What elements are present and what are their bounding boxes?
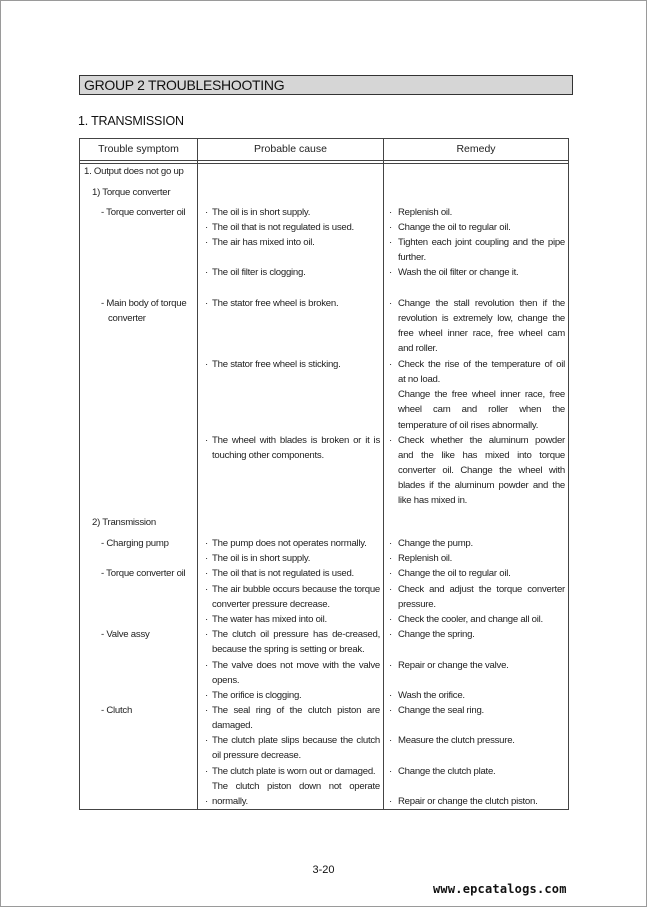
symptom-tc-oil-2: - Torque converter oil bbox=[101, 568, 186, 579]
cause-line: damaged. bbox=[212, 720, 253, 731]
remedy-line: Replenish oil. bbox=[398, 553, 453, 564]
remedy-line: Change the clutch plate. bbox=[398, 766, 496, 777]
cause-line: The orifice is clogging. bbox=[212, 690, 302, 701]
bullet-dot: · bbox=[205, 298, 209, 309]
bullet-dot: · bbox=[205, 690, 209, 701]
bullet-dot: · bbox=[205, 553, 209, 564]
cause-line: The valve does not move with the valve bbox=[212, 660, 380, 671]
symptom-clutch: - Clutch bbox=[101, 705, 133, 716]
header-probable-cause: Probable cause bbox=[254, 143, 327, 155]
cause-line: normally. bbox=[212, 796, 248, 807]
remedy-line: Change the spring. bbox=[398, 629, 475, 640]
symptom-valve-assy: - Valve assy bbox=[101, 629, 150, 640]
cause-line: The stator free wheel is sticking. bbox=[212, 359, 341, 370]
bullet-dot: · bbox=[389, 222, 393, 233]
bullet-dot: · bbox=[205, 222, 209, 233]
cause-line: touching other components. bbox=[212, 450, 324, 461]
remedy-line: revolution is extremely low, change the bbox=[398, 313, 565, 324]
remedy-line: Measure the clutch pressure. bbox=[398, 735, 515, 746]
bullet-dot: · bbox=[389, 584, 393, 595]
remedy-line: and roller. bbox=[398, 343, 438, 354]
bullet-dot: · bbox=[389, 690, 393, 701]
cause-line: The water has mixed into oil. bbox=[212, 614, 327, 625]
bullet-dot: · bbox=[389, 705, 393, 716]
symptom-charging-pump: - Charging pump bbox=[101, 538, 169, 549]
remedy-line: wheel cam and roller when the bbox=[398, 404, 565, 415]
cause-line: The clutch piston down not operate bbox=[212, 781, 380, 792]
bullet-dot: · bbox=[205, 766, 209, 777]
cause-line: The oil that is not regulated is used. bbox=[212, 568, 354, 579]
remedy-line: temperature of oil rises abnormally. bbox=[398, 420, 539, 431]
bullet-dot: · bbox=[205, 629, 209, 640]
bullet-dot: · bbox=[205, 660, 209, 671]
cause-line: The clutch oil pressure has de-creased, bbox=[212, 629, 380, 640]
group-title: GROUP 2 TROUBLESHOOTING bbox=[79, 75, 573, 95]
cause-line: The oil that is not regulated is used. bbox=[212, 222, 354, 233]
remedy-line: Tighten each joint coupling and the pipe bbox=[398, 237, 565, 248]
cause-line: The clutch plate slips because the clutch bbox=[212, 735, 380, 746]
remedy-line: Change the oil to regular oil. bbox=[398, 568, 511, 579]
remedy-line: Check whether the aluminum powder bbox=[398, 435, 565, 446]
bullet-dot: · bbox=[389, 267, 393, 278]
remedy-line: free wheel inner race, free wheel cam bbox=[398, 328, 565, 339]
cause-line: The seal ring of the clutch piston are bbox=[212, 705, 380, 716]
cause-line: The oil is in short supply. bbox=[212, 553, 311, 564]
remedy-line: Repair or change the valve. bbox=[398, 660, 509, 671]
bullet-dot: · bbox=[205, 237, 209, 248]
remedy-line: Replenish oil. bbox=[398, 207, 453, 218]
symptom-main-body: - Main body of torque bbox=[101, 298, 187, 309]
bullet-dot: · bbox=[389, 735, 393, 746]
cause-line: The wheel with blades is broken or it is bbox=[212, 435, 380, 446]
remedy-line: blades if the aluminum powder and the bbox=[398, 480, 565, 491]
bullet-dot: · bbox=[205, 207, 209, 218]
bullet-dot: · bbox=[389, 538, 393, 549]
remedy-line: Change the seal ring. bbox=[398, 705, 484, 716]
cause-line: The oil filter is clogging. bbox=[212, 267, 306, 278]
bullet-dot: · bbox=[389, 766, 393, 777]
cause-line: opens. bbox=[212, 675, 240, 686]
remedy-line: Wash the oil filter or change it. bbox=[398, 267, 519, 278]
bullet-dot: · bbox=[389, 568, 393, 579]
bullet-dot: · bbox=[389, 359, 393, 370]
bullet-dot: · bbox=[389, 237, 393, 248]
remedy-line: Change the stall revolution then if the bbox=[398, 298, 565, 309]
cause-line: oil pressure decrease. bbox=[212, 750, 301, 761]
section-title: 1. TRANSMISSION bbox=[78, 114, 184, 128]
bullet-dot: · bbox=[205, 705, 209, 716]
cause-line: The clutch plate is worn out or damaged. bbox=[212, 766, 376, 777]
bullet-dot: · bbox=[205, 584, 209, 595]
watermark: www.epcatalogs.com bbox=[433, 882, 567, 896]
header-trouble-symptom: Trouble symptom bbox=[98, 143, 179, 155]
header-remedy: Remedy bbox=[456, 143, 496, 155]
remedy-line: like has mixed in. bbox=[398, 495, 468, 506]
page-number: 3-20 bbox=[312, 864, 335, 876]
bullet-dot: · bbox=[389, 298, 393, 309]
symptom-tc-oil: - Torque converter oil bbox=[101, 207, 186, 218]
symptom-output: 1. Output does not go up bbox=[84, 166, 184, 177]
bullet-dot: · bbox=[205, 614, 209, 625]
bullet-dot: · bbox=[389, 629, 393, 640]
symptom-torque-converter: 1) Torque converter bbox=[92, 187, 171, 198]
remedy-line: further. bbox=[398, 252, 426, 263]
symptom-main-body-cont: converter bbox=[108, 313, 146, 324]
cause-line: The stator free wheel is broken. bbox=[212, 298, 339, 309]
cause-line: The oil is in short supply. bbox=[212, 207, 311, 218]
remedy-line: at no load. bbox=[398, 374, 441, 385]
column-divider bbox=[383, 139, 384, 809]
remedy-line: Change the pump. bbox=[398, 538, 473, 549]
bullet-dot: · bbox=[205, 735, 209, 746]
remedy-line: Check and adjust the torque converter bbox=[398, 584, 565, 595]
cause-line: converter pressure decrease. bbox=[212, 599, 330, 610]
bullet-dot: · bbox=[389, 660, 393, 671]
remedy-line: pressure. bbox=[398, 599, 436, 610]
remedy-line: Check the cooler, and change all oil. bbox=[398, 614, 543, 625]
header-divider bbox=[80, 160, 568, 161]
column-divider bbox=[197, 139, 198, 809]
bullet-dot: · bbox=[205, 359, 209, 370]
symptom-transmission: 2) Transmission bbox=[92, 517, 156, 528]
bullet-dot: · bbox=[205, 568, 209, 579]
remedy-line: Change the free wheel inner race, free bbox=[398, 389, 565, 400]
remedy-line: Check the rise of the temperature of oil bbox=[398, 359, 565, 370]
cause-line: The air bubble occurs because the torque bbox=[212, 584, 380, 595]
bullet-dot: · bbox=[389, 614, 393, 625]
bullet-dot: · bbox=[389, 435, 393, 446]
bullet-dot: · bbox=[389, 207, 393, 218]
cause-line: because the spring is setting or break. bbox=[212, 644, 365, 655]
remedy-line: and the like has mixed into torque bbox=[398, 450, 565, 461]
bullet-dot: · bbox=[205, 267, 209, 278]
remedy-line: converter oil. Change the wheel with bbox=[398, 465, 565, 476]
cause-line: The pump does not operates normally. bbox=[212, 538, 367, 549]
bullet-dot: · bbox=[205, 435, 209, 446]
remedy-line: Change the oil to regular oil. bbox=[398, 222, 511, 233]
remedy-line: Repair or change the clutch piston. bbox=[398, 796, 538, 807]
bullet-dot: · bbox=[389, 796, 393, 807]
bullet-dot: · bbox=[205, 796, 209, 807]
bullet-dot: · bbox=[389, 553, 393, 564]
cause-line: The air has mixed into oil. bbox=[212, 237, 315, 248]
troubleshooting-table bbox=[79, 138, 569, 810]
remedy-line: Wash the orifice. bbox=[398, 690, 465, 701]
bullet-dot: · bbox=[205, 538, 209, 549]
